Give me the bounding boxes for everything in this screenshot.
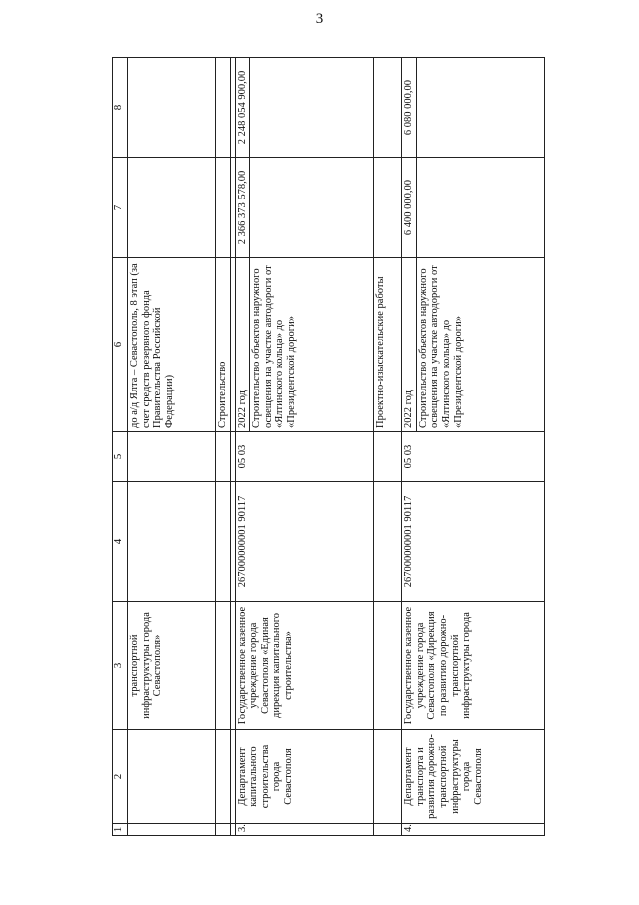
row4-object: Строительство объектов наружного освещения на участке автодороги от «Ялтинского кольца» до «Президентской дороги» <box>416 258 544 432</box>
row4-department: Департамент транспорта и развития дорожно-транспортной инфраструктуры города Севастополя <box>402 730 545 824</box>
budget-table <box>112 57 545 836</box>
row3-work-type-row <box>216 58 231 836</box>
row3-code: 267000000001 90117 <box>235 482 374 602</box>
col-2-header: 2 <box>113 730 128 824</box>
row4-amount-7: 6 400 000,00 <box>402 158 417 258</box>
row4-year: 2022 год <box>402 258 417 432</box>
row3-year: 2022 год <box>235 258 250 432</box>
col-4-header: 4 <box>113 482 128 602</box>
row4-number: 4. <box>402 824 545 836</box>
row4-work-type-row <box>374 58 402 836</box>
row3-work-type: Строительство <box>216 258 231 432</box>
col-3-header: 3 <box>113 602 128 730</box>
cont-object: до а/д Ялта – Севастополь, 8 этап (за счет средств резервного фонда Правительства Российской Федерации) <box>128 258 216 432</box>
row3-executor: Государственное казенное учреждение города Севастополя «Единая дирекция капитального строительства» <box>235 602 374 730</box>
row3-object: Строительство объектов наружного освещения на участке автодороги от «Ялтинского кольца» до «Президентской дороги» <box>250 258 374 432</box>
row4-executor: Государственное казенное учреждение города Севастополя «Дирекция по развитию дорожно-транспортной инфраструктуры города <box>402 602 545 730</box>
col-1-header: 1 <box>113 824 128 836</box>
row3-year-row <box>235 58 250 836</box>
page-number: 3 <box>315 11 324 27</box>
header-row <box>113 58 128 836</box>
col-7-header: 7 <box>113 158 128 258</box>
row4-year-row <box>402 58 417 836</box>
row3-amount-7: 2 366 373 578,00 <box>235 158 250 258</box>
row4-section: 05 03 <box>402 432 545 482</box>
continuation-row <box>128 58 216 836</box>
rotated-table-container <box>112 58 484 836</box>
col-5-header: 5 <box>113 432 128 482</box>
row3-amount-8: 2 248 054 900,00 <box>235 58 250 158</box>
col-6-header: 6 <box>113 258 128 432</box>
row4-work-type: Проектно-изыскательские работы <box>374 258 402 432</box>
row4-code: 267000000001 90117 <box>402 482 545 602</box>
col-8-header: 8 <box>113 58 128 158</box>
row4-amount-8: 6 080 000,00 <box>402 58 417 158</box>
row3-section: 05 03 <box>235 432 374 482</box>
cont-executor: транспортной инфраструктуры города Севастополя» <box>128 602 216 730</box>
row3-number: 3. <box>235 824 374 836</box>
row3-department: Департамент капитального строительства города Севастополя <box>235 730 374 824</box>
